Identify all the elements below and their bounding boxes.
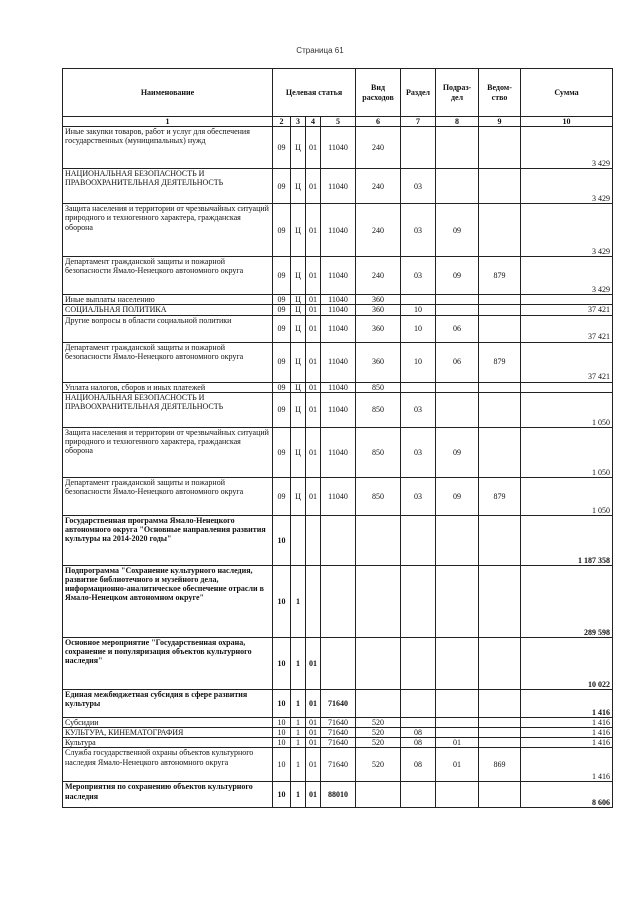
expense-type: 520 <box>356 717 401 727</box>
target-code-program: 10 <box>273 515 291 565</box>
target-code-direction: 71640 <box>321 717 356 727</box>
department-code <box>479 427 521 477</box>
table-row <box>63 127 613 169</box>
row-name: СОЦИАЛЬНАЯ ПОЛИТИКА <box>63 305 273 315</box>
col-number: 2 <box>273 117 291 127</box>
target-code-program: 09 <box>273 169 291 204</box>
target-code-subprogram: 1 <box>291 748 306 782</box>
subsection: 01 <box>436 748 479 782</box>
row-name: Уплата налогов, сборов и иных платежей <box>63 382 273 392</box>
target-code-program: 10 <box>273 717 291 727</box>
target-code-program: 09 <box>273 295 291 305</box>
col-number: 10 <box>521 117 613 127</box>
target-code-program: 10 <box>273 782 291 808</box>
target-code-program: 10 <box>273 727 291 737</box>
target-code-direction: 11040 <box>321 305 356 315</box>
target-code-activity: 01 <box>306 717 321 727</box>
target-code-program: 10 <box>273 565 291 637</box>
section <box>401 565 436 637</box>
target-code-program: 09 <box>273 392 291 427</box>
row-name: Мероприятия по сохранению объектов культурного наследия <box>63 782 273 808</box>
target-code-program: 09 <box>273 204 291 257</box>
target-code-program: 09 <box>273 127 291 169</box>
expense-type: 360 <box>356 342 401 382</box>
row-name: Подпрограмма "Сохранение культурного наследия, развитие библиотечного и музейного дела, информационно-аналитическое обеспечение отрасли в Ямало-Ненецком автономном округе" <box>63 565 273 637</box>
department-code: 869 <box>479 748 521 782</box>
target-code-direction: 11040 <box>321 127 356 169</box>
target-code-subprogram: 1 <box>291 782 306 808</box>
section <box>401 515 436 565</box>
row-name: Другие вопросы в области социальной политики <box>63 315 273 342</box>
table-row <box>63 382 613 392</box>
table-row <box>63 637 613 689</box>
table-row <box>63 257 613 295</box>
target-code-direction <box>321 565 356 637</box>
department-code <box>479 295 521 305</box>
section: 03 <box>401 477 436 515</box>
amount: 3 429 <box>521 169 613 204</box>
target-code-program: 09 <box>273 382 291 392</box>
subsection <box>436 565 479 637</box>
target-code-activity <box>306 565 321 637</box>
table-row <box>63 717 613 727</box>
expense-type: 240 <box>356 127 401 169</box>
target-code-direction: 71640 <box>321 738 356 748</box>
section: 03 <box>401 257 436 295</box>
page-number-label: Страница 61 <box>296 46 344 55</box>
table-row <box>63 295 613 305</box>
col-number: 9 <box>479 117 521 127</box>
table-row <box>63 342 613 382</box>
target-code-activity: 01 <box>306 169 321 204</box>
target-code-subprogram: Ц <box>291 315 306 342</box>
header-department: Ведом-ство <box>479 69 521 117</box>
department-code <box>479 515 521 565</box>
header-sum: Сумма <box>521 69 613 117</box>
department-code <box>479 169 521 204</box>
expense-type: 520 <box>356 748 401 782</box>
subsection <box>436 382 479 392</box>
expense-type <box>356 689 401 717</box>
amount <box>521 295 613 305</box>
section <box>401 717 436 727</box>
row-name: Субсидии <box>63 717 273 727</box>
row-name: НАЦИОНАЛЬНАЯ БЕЗОПАСНОСТЬ И ПРАВООХРАНИТЕЛЬНАЯ ДЕЯТЕЛЬНОСТЬ <box>63 392 273 427</box>
amount: 1 416 <box>521 738 613 748</box>
expense-type: 360 <box>356 305 401 315</box>
header-subsection: Подраз-дел <box>436 69 479 117</box>
target-code-subprogram: Ц <box>291 342 306 382</box>
table-row <box>63 477 613 515</box>
department-code <box>479 565 521 637</box>
target-code-direction: 11040 <box>321 257 356 295</box>
row-name: Защита населения и территории от чрезвычайных ситуаций природного и техногенного характера, гражданская оборона <box>63 204 273 257</box>
target-code-direction: 71640 <box>321 748 356 782</box>
header-target-article: Целевая статья <box>273 69 356 117</box>
target-code-activity: 01 <box>306 127 321 169</box>
target-code-subprogram: Ц <box>291 257 306 295</box>
section <box>401 382 436 392</box>
table-row <box>63 169 613 204</box>
row-name: Департамент гражданской защиты и пожарной безопасности Ямало-Ненецкого автономного округа <box>63 342 273 382</box>
table-row <box>63 565 613 637</box>
target-code-activity: 01 <box>306 315 321 342</box>
target-code-activity: 01 <box>306 738 321 748</box>
department-code <box>479 382 521 392</box>
department-code <box>479 738 521 748</box>
table-row <box>63 748 613 782</box>
expense-type: 360 <box>356 295 401 305</box>
amount: 37 421 <box>521 305 613 315</box>
table-row <box>63 305 613 315</box>
department-code <box>479 204 521 257</box>
expense-type: 850 <box>356 427 401 477</box>
target-code-activity: 01 <box>306 689 321 717</box>
budget-table <box>62 68 613 808</box>
row-name: Культура <box>63 738 273 748</box>
table-row <box>63 392 613 427</box>
subsection: 06 <box>436 315 479 342</box>
expense-type <box>356 782 401 808</box>
col-number: 6 <box>356 117 401 127</box>
target-code-activity: 01 <box>306 204 321 257</box>
amount: 1 416 <box>521 689 613 717</box>
header-name: Наименование <box>63 69 273 117</box>
department-code <box>479 315 521 342</box>
target-code-program: 10 <box>273 637 291 689</box>
subsection <box>436 305 479 315</box>
col-number: 4 <box>306 117 321 127</box>
expense-type: 360 <box>356 315 401 342</box>
table-row <box>63 315 613 342</box>
target-code-subprogram: 1 <box>291 727 306 737</box>
target-code-direction: 11040 <box>321 427 356 477</box>
department-code <box>479 689 521 717</box>
row-name: Иные закупки товаров, работ и услуг для обеспечения государственных (муниципальных) нужд <box>63 127 273 169</box>
target-code-direction: 11040 <box>321 342 356 382</box>
section <box>401 637 436 689</box>
section: 08 <box>401 738 436 748</box>
subsection: 09 <box>436 204 479 257</box>
target-code-program: 09 <box>273 342 291 382</box>
target-code-direction: 11040 <box>321 477 356 515</box>
subsection: 09 <box>436 427 479 477</box>
subsection <box>436 727 479 737</box>
subsection: 01 <box>436 738 479 748</box>
target-code-activity: 01 <box>306 748 321 782</box>
target-code-program: 09 <box>273 315 291 342</box>
table-row <box>63 515 613 565</box>
amount: 1 187 358 <box>521 515 613 565</box>
section <box>401 295 436 305</box>
target-code-direction <box>321 637 356 689</box>
subsection <box>436 782 479 808</box>
expense-type: 240 <box>356 169 401 204</box>
target-code-subprogram: 1 <box>291 717 306 727</box>
target-code-direction: 88010 <box>321 782 356 808</box>
subsection <box>436 127 479 169</box>
department-code: 879 <box>479 257 521 295</box>
section: 03 <box>401 427 436 477</box>
col-number: 8 <box>436 117 479 127</box>
target-code-program: 10 <box>273 738 291 748</box>
amount: 1 416 <box>521 748 613 782</box>
row-name: Основное мероприятие "Государственная охрана, сохранение и популяризация объектов культурного наследия" <box>63 637 273 689</box>
target-code-direction: 11040 <box>321 392 356 427</box>
target-code-activity: 01 <box>306 257 321 295</box>
col-number: 5 <box>321 117 356 127</box>
col-number: 1 <box>63 117 273 127</box>
department-code <box>479 717 521 727</box>
amount: 3 429 <box>521 204 613 257</box>
subsection <box>436 689 479 717</box>
row-name: НАЦИОНАЛЬНАЯ БЕЗОПАСНОСТЬ И ПРАВООХРАНИТЕЛЬНАЯ ДЕЯТЕЛЬНОСТЬ <box>63 169 273 204</box>
section: 08 <box>401 727 436 737</box>
expense-type: 850 <box>356 477 401 515</box>
department-code: 879 <box>479 477 521 515</box>
amount: 1 050 <box>521 392 613 427</box>
section <box>401 127 436 169</box>
table-row <box>63 738 613 748</box>
target-code-subprogram: Ц <box>291 392 306 427</box>
table-row <box>63 689 613 717</box>
target-code-subprogram: Ц <box>291 427 306 477</box>
target-code-activity: 01 <box>306 727 321 737</box>
target-code-activity: 01 <box>306 295 321 305</box>
amount <box>521 382 613 392</box>
row-name: Иные выплаты населению <box>63 295 273 305</box>
target-code-subprogram: Ц <box>291 169 306 204</box>
section <box>401 689 436 717</box>
subsection: 06 <box>436 342 479 382</box>
subsection <box>436 515 479 565</box>
target-code-subprogram <box>291 515 306 565</box>
target-code-direction: 11040 <box>321 315 356 342</box>
target-code-activity: 01 <box>306 342 321 382</box>
row-name: Государственная программа Ямало-Ненецкого автономного округа "Основные направления развития культуры на 2014-2020 годы" <box>63 515 273 565</box>
expense-type: 850 <box>356 392 401 427</box>
target-code-program: 09 <box>273 305 291 315</box>
subsection <box>436 717 479 727</box>
target-code-activity: 01 <box>306 382 321 392</box>
target-code-subprogram: Ц <box>291 295 306 305</box>
section: 10 <box>401 342 436 382</box>
target-code-program: 09 <box>273 257 291 295</box>
amount: 10 022 <box>521 637 613 689</box>
target-code-direction: 11040 <box>321 169 356 204</box>
expense-type <box>356 637 401 689</box>
target-code-subprogram: Ц <box>291 305 306 315</box>
section: 08 <box>401 748 436 782</box>
target-code-activity: 01 <box>306 637 321 689</box>
target-code-subprogram: Ц <box>291 477 306 515</box>
amount: 1 416 <box>521 717 613 727</box>
subsection: 09 <box>436 257 479 295</box>
header-expense-type: Вид расходов <box>356 69 401 117</box>
row-name: Единая межбюджетная субсидия в сфере развития культуры <box>63 689 273 717</box>
target-code-direction: 11040 <box>321 204 356 257</box>
table-row <box>63 427 613 477</box>
section <box>401 782 436 808</box>
target-code-activity: 01 <box>306 305 321 315</box>
target-code-program: 10 <box>273 748 291 782</box>
row-name: КУЛЬТУРА, КИНЕМАТОГРАФИЯ <box>63 727 273 737</box>
row-name: Департамент гражданской защиты и пожарной безопасности Ямало-Ненецкого автономного округа <box>63 477 273 515</box>
expense-type: 240 <box>356 257 401 295</box>
target-code-subprogram: 1 <box>291 565 306 637</box>
row-name: Защита населения и территории от чрезвычайных ситуаций природного и техногенного характера, гражданская оборона <box>63 427 273 477</box>
target-code-program: 09 <box>273 427 291 477</box>
section: 03 <box>401 204 436 257</box>
department-code <box>479 782 521 808</box>
target-code-direction: 11040 <box>321 382 356 392</box>
subsection <box>436 295 479 305</box>
target-code-direction: 71640 <box>321 689 356 717</box>
target-code-activity <box>306 515 321 565</box>
section: 03 <box>401 392 436 427</box>
amount: 37 421 <box>521 315 613 342</box>
amount: 3 429 <box>521 257 613 295</box>
target-code-activity: 01 <box>306 782 321 808</box>
subsection <box>436 169 479 204</box>
expense-type: 240 <box>356 204 401 257</box>
department-code <box>479 727 521 737</box>
target-code-activity: 01 <box>306 392 321 427</box>
expense-type <box>356 515 401 565</box>
department-code <box>479 305 521 315</box>
expense-type: 520 <box>356 738 401 748</box>
target-code-subprogram: Ц <box>291 127 306 169</box>
department-code: 879 <box>479 342 521 382</box>
amount: 1 050 <box>521 427 613 477</box>
section: 10 <box>401 305 436 315</box>
target-code-subprogram: 1 <box>291 738 306 748</box>
header-section: Раздел <box>401 69 436 117</box>
target-code-program: 10 <box>273 689 291 717</box>
expense-type: 520 <box>356 727 401 737</box>
amount: 37 421 <box>521 342 613 382</box>
target-code-program: 09 <box>273 477 291 515</box>
section: 03 <box>401 169 436 204</box>
expense-type <box>356 565 401 637</box>
amount: 1 050 <box>521 477 613 515</box>
table-row <box>63 204 613 257</box>
target-code-subprogram: 1 <box>291 689 306 717</box>
subsection: 09 <box>436 477 479 515</box>
target-code-activity: 01 <box>306 427 321 477</box>
target-code-activity: 01 <box>306 477 321 515</box>
target-code-direction: 71640 <box>321 727 356 737</box>
amount: 289 598 <box>521 565 613 637</box>
expense-type: 850 <box>356 382 401 392</box>
amount: 8 606 <box>521 782 613 808</box>
row-name: Служба государственной охраны объектов культурного наследия Ямало-Ненецкого автономного округа <box>63 748 273 782</box>
section: 10 <box>401 315 436 342</box>
target-code-subprogram: Ц <box>291 382 306 392</box>
table-row <box>63 727 613 737</box>
amount: 1 416 <box>521 727 613 737</box>
target-code-subprogram: 1 <box>291 637 306 689</box>
col-number: 3 <box>291 117 306 127</box>
amount: 3 429 <box>521 127 613 169</box>
row-name: Департамент гражданской защиты и пожарной безопасности Ямало-Ненецкого автономного округа <box>63 257 273 295</box>
target-code-direction: 11040 <box>321 295 356 305</box>
target-code-direction <box>321 515 356 565</box>
department-code <box>479 127 521 169</box>
subsection <box>436 392 479 427</box>
department-code <box>479 392 521 427</box>
subsection <box>436 637 479 689</box>
col-number: 7 <box>401 117 436 127</box>
target-code-subprogram: Ц <box>291 204 306 257</box>
department-code <box>479 637 521 689</box>
table-row <box>63 782 613 808</box>
